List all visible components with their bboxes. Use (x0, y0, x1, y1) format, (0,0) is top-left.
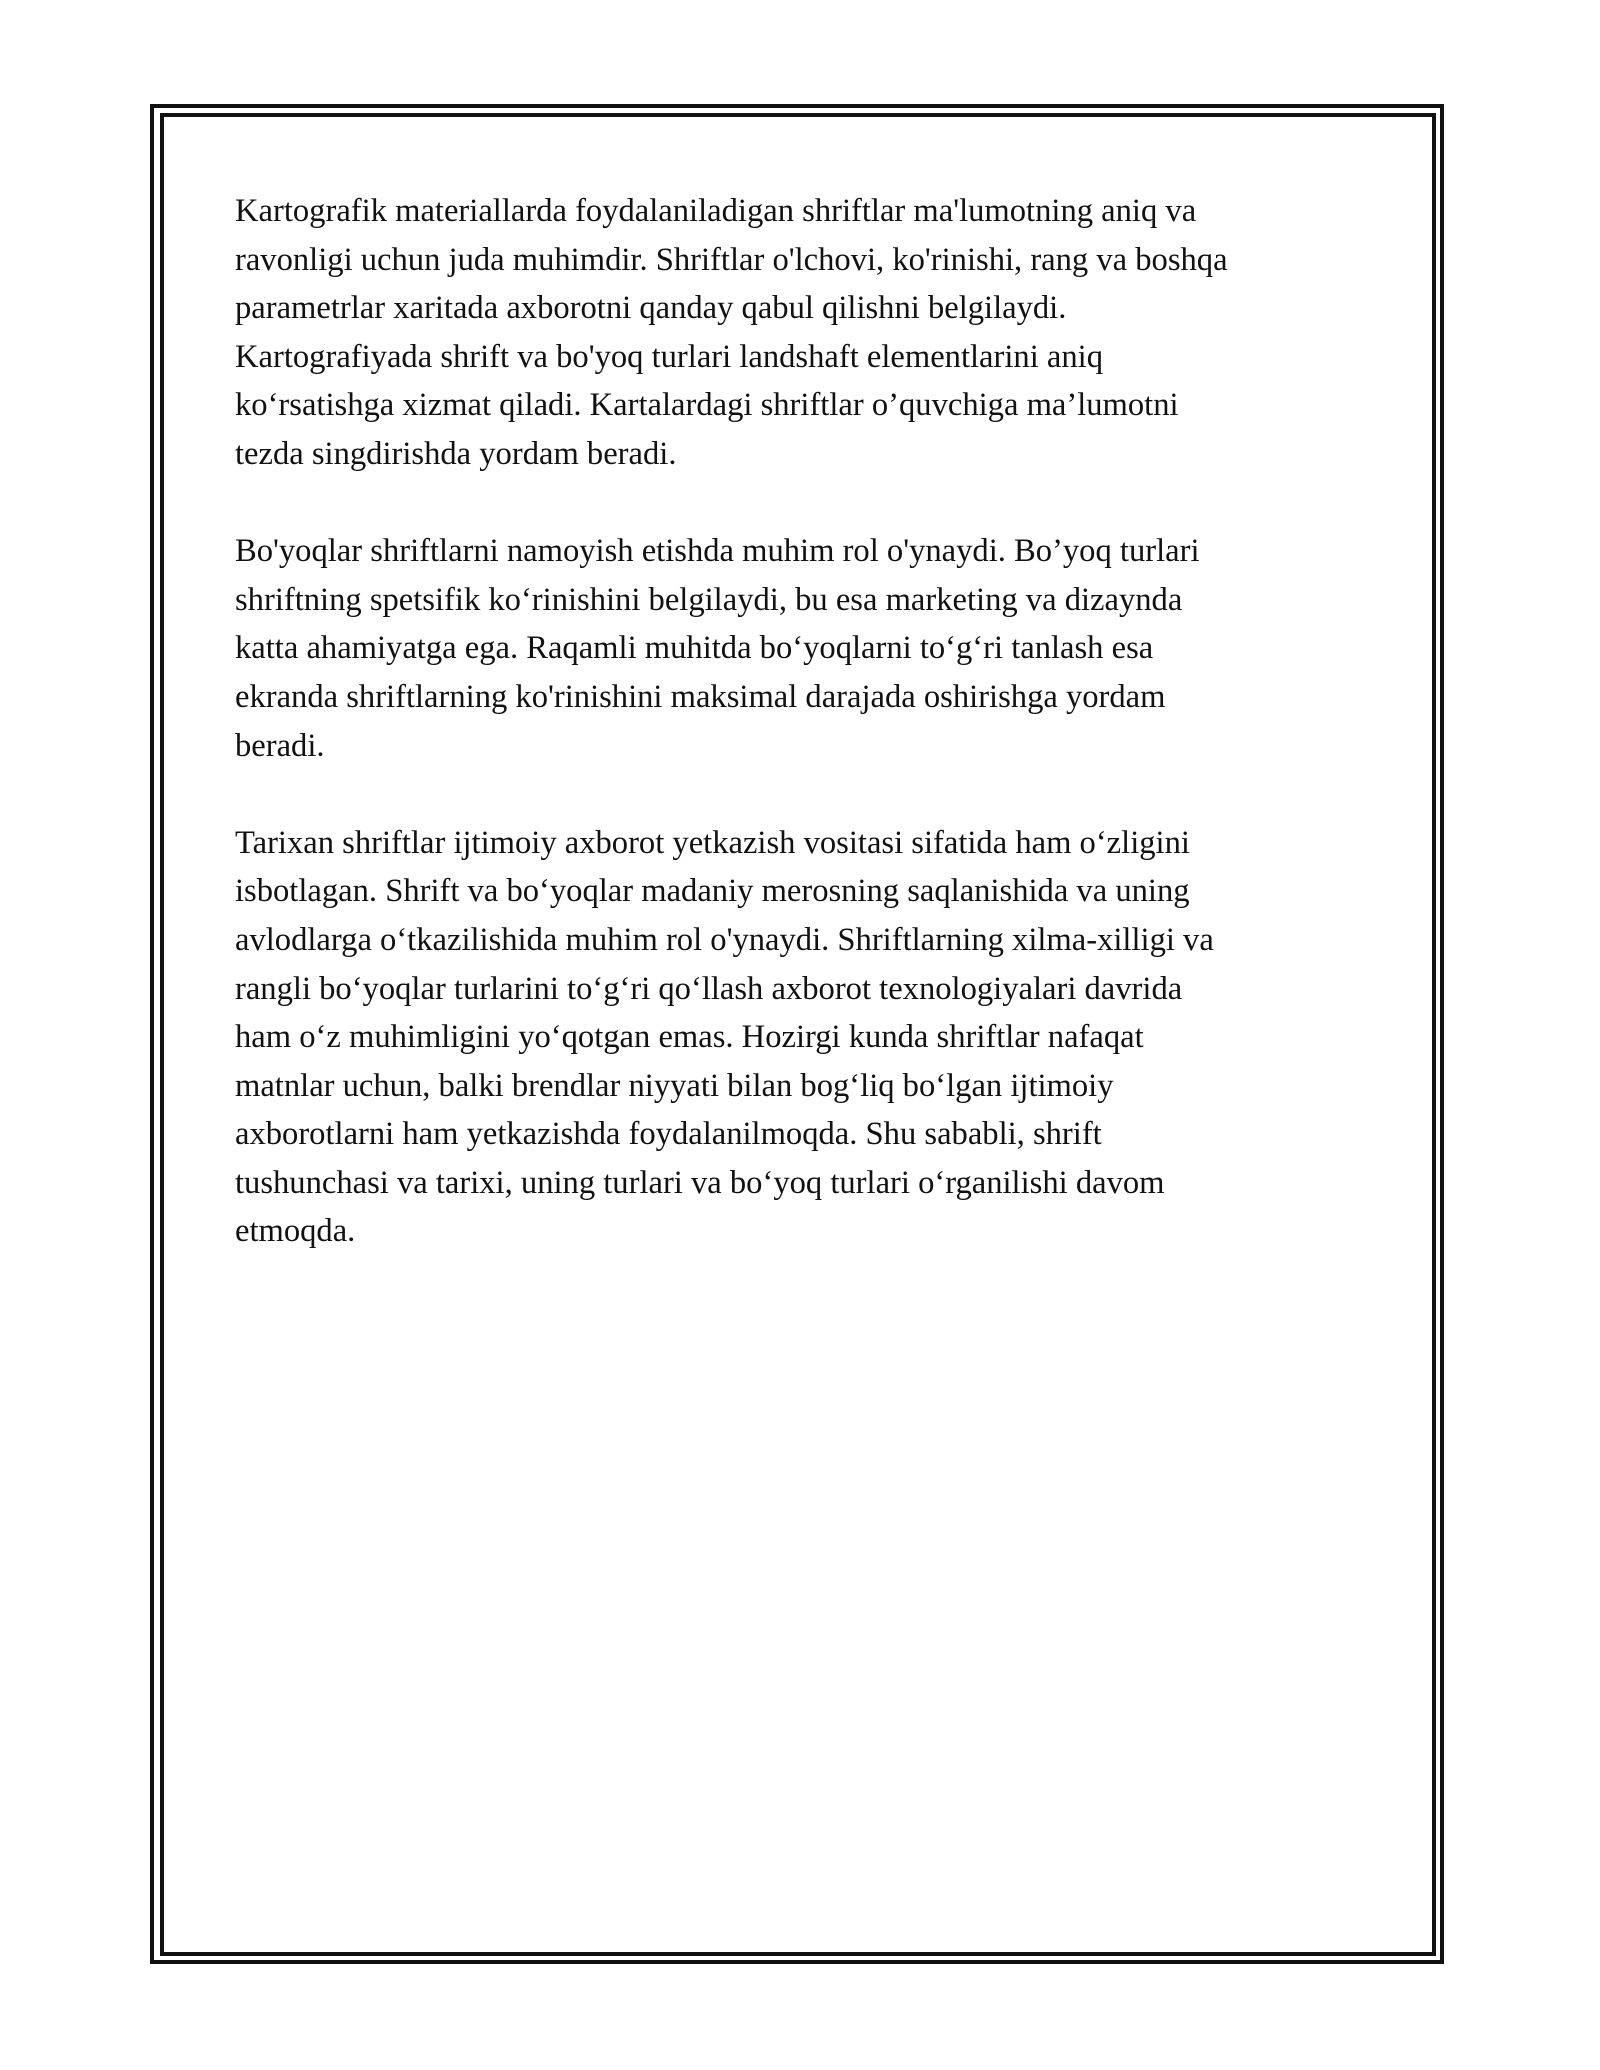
text-line: etmoqda. (235, 1213, 356, 1250)
text-line: parametrlar xaritada axborotni qanday qabul qilishni belgilaydi. (235, 290, 1067, 327)
text-line: katta ahamiyatga ega. Raqamli muhitda boʻyoqlarni toʻgʻri tanlash esa (235, 630, 1154, 667)
paragraph-2 (235, 527, 1375, 770)
text-line: isbotlagan. Shrift va boʻyoqlar madaniy merosning saqlanishida va uning (235, 873, 1190, 910)
paragraph-1 (235, 187, 1375, 479)
text-line: matnlar uchun, balki brendlar niyyati bilan bogʻliq boʻlgan ijtimoiy (235, 1067, 1114, 1104)
paragraph-3 (235, 819, 1375, 1256)
text-line: ham oʻz muhimligini yoʻqotgan emas. Hozirgi kunda shriftlar nafaqat (235, 1019, 1144, 1056)
text-line: Kartografiyada shrift va bo'yoq turlari landshaft elementlarini aniq (235, 338, 1103, 375)
text-line: ravonligi uchun juda muhimdir. Shriftlar o'lchovi, ko'rinishi, rang va boshqa (235, 241, 1228, 278)
text-line: Kartografik materiallarda foydalaniladigan shriftlar ma'lumotning aniq va (235, 193, 1197, 229)
text-line: Bo'yoqlar shriftlarni namoyish etishda muhim rol o'ynaydi. Bo’yoq turlari (235, 533, 1200, 570)
text-line: koʻrsatishga xizmat qiladi. Kartalardagi shriftlar o’quvchiga ma’lumotni (235, 387, 1179, 424)
text-line: shriftning spetsifik koʻrinishini belgilaydi, bu esa marketing va dizaynda (235, 581, 1183, 618)
text-line: ekranda shriftlarning ko'rinishini maksimal darajada oshirishga yordam (235, 678, 1166, 715)
text-line: Tarixan shriftlar ijtimoiy axborot yetkazish vositasi sifatida ham oʻzligini (235, 824, 1190, 861)
text-line: beradi. (235, 727, 325, 764)
text-line: axborotlarni ham yetkazishda foydalanilmoqda. Shu sababli, shrift (235, 1116, 1102, 1153)
text-line: tezda singdirishda yordam beradi. (235, 435, 677, 472)
document-body (235, 187, 1375, 1305)
text-line: avlodlarga oʻtkazilishida muhim rol o'ynaydi. Shriftlarning xilma-xilligi va (235, 921, 1214, 958)
text-line: rangli boʻyoqlar turlarini toʻgʻri qoʻllash axborot texnologiyalari davrida (235, 970, 1183, 1007)
text-line: tushunchasi va tarixi, uning turlari va boʻyoq turlari oʻrganilishi davom (235, 1164, 1165, 1201)
